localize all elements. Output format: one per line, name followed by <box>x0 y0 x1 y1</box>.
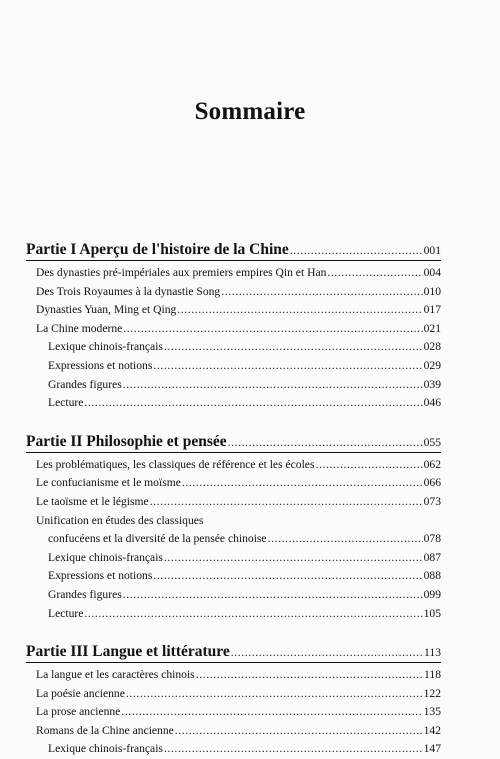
entry-title: Unification en études des classiques <box>36 513 204 527</box>
page-number: 004 <box>423 266 441 279</box>
entry-title: Des dynasties pré-impériales aux premiers empires Qin et Han <box>36 266 327 279</box>
dot-leader <box>126 685 423 704</box>
page-number: 001 <box>423 244 441 257</box>
toc-entry[interactable] <box>26 549 441 568</box>
dot-leader <box>268 530 423 549</box>
dot-leader <box>231 642 423 663</box>
page-number: 105 <box>423 606 441 620</box>
toc-entry[interactable] <box>26 474 441 493</box>
dot-leader <box>315 456 422 475</box>
toc-entry[interactable] <box>26 605 441 624</box>
entry-title: Grandes figures <box>48 377 122 391</box>
toc-entry[interactable] <box>26 493 441 512</box>
page-number: 113 <box>424 646 441 660</box>
toc-entry[interactable] <box>26 357 441 376</box>
page-number: 135 <box>423 705 441 719</box>
dot-leader <box>196 666 423 685</box>
page-number: 147 <box>423 742 441 756</box>
entry-title: Le confucianisme et le moïsme <box>36 476 181 490</box>
dot-leader <box>123 376 423 395</box>
dot-leader <box>121 703 422 722</box>
entry-title: Lecture <box>48 606 84 620</box>
page-number: 017 <box>423 303 441 317</box>
toc-entry[interactable] <box>26 685 441 704</box>
part-title: Partie I Aperçu de l'histoire de la Chine <box>26 241 289 258</box>
dot-leader <box>221 283 422 302</box>
page-number: 142 <box>423 723 441 737</box>
section-rule <box>26 662 441 663</box>
dot-leader <box>123 320 422 339</box>
toc-entry[interactable] <box>26 320 441 339</box>
entry-title: La poésie ancienne <box>36 686 125 700</box>
dot-leader <box>290 240 423 261</box>
entry-title: Des Trois Royaumes à la dynastie Song <box>36 284 221 298</box>
entry-title: Lexique chinois-français <box>48 340 163 354</box>
page-number: 118 <box>424 668 441 682</box>
toc-entry[interactable] <box>26 283 441 302</box>
toc-entry[interactable] <box>26 338 441 357</box>
entry-title: Lecture <box>48 396 84 410</box>
section-rule <box>26 452 441 453</box>
entry-title: Dynasties Yuan, Ming et Qing <box>36 303 177 317</box>
toc-entry[interactable] <box>26 722 441 741</box>
toc-entry[interactable] <box>26 376 441 395</box>
toc-entry[interactable] <box>26 740 441 759</box>
toc-entry[interactable] <box>26 456 441 475</box>
section-rule <box>26 260 441 261</box>
entry-title: La Chine moderne <box>36 321 123 335</box>
toc-entry[interactable] <box>26 586 441 605</box>
entry-title: Le taoïsme et le légisme <box>36 494 149 508</box>
toc-entry[interactable] <box>26 530 441 549</box>
page-number: 029 <box>423 358 441 372</box>
page-title: Sommaire <box>194 98 306 125</box>
toc-entry[interactable] <box>26 567 441 586</box>
dot-leader <box>123 586 423 605</box>
toc-entry[interactable] <box>26 301 441 320</box>
toc-entry-continued[interactable] <box>26 512 441 531</box>
entry-title: Les problématiques, les classiques de référence et les écoles <box>36 457 315 471</box>
page-number: 099 <box>423 587 441 601</box>
entry-title: Expressions et notions <box>48 569 153 583</box>
dot-leader <box>228 432 423 453</box>
dot-leader <box>84 394 422 413</box>
toc-entry[interactable] <box>26 264 441 283</box>
dot-leader <box>164 549 423 568</box>
entry-title: La langue et les caractères chinois <box>36 668 195 682</box>
table-of-contents <box>26 240 441 759</box>
dot-leader <box>327 264 422 283</box>
dot-leader <box>153 357 422 376</box>
page-number: 078 <box>423 532 441 546</box>
entry-title: Grandes figures <box>48 587 122 601</box>
page-number: 046 <box>423 396 441 410</box>
entry-title: Lexique chinois-français <box>48 742 163 756</box>
entry-title: Expressions et notions <box>48 358 153 372</box>
dot-leader <box>150 493 423 512</box>
dot-leader <box>177 301 422 320</box>
page-number: 021 <box>423 321 441 335</box>
dot-leader <box>164 740 423 759</box>
part-heading[interactable] <box>26 432 441 453</box>
part-title: Partie III Langue et littérature <box>26 643 230 661</box>
page-number: 039 <box>423 377 441 391</box>
page-number: 028 <box>423 340 441 354</box>
entry-title: Lexique chinois-français <box>48 550 163 564</box>
page-number: 122 <box>423 686 441 700</box>
page-number: 087 <box>423 550 441 564</box>
page-number: 062 <box>423 457 441 471</box>
part-heading[interactable] <box>26 642 441 663</box>
dot-leader <box>182 474 423 493</box>
dot-leader <box>84 605 422 624</box>
page-number: 010 <box>423 284 441 298</box>
page-number: 066 <box>423 476 441 490</box>
toc-entry[interactable] <box>26 703 441 722</box>
dot-leader <box>164 338 423 357</box>
dot-leader <box>153 567 422 586</box>
entry-title: La prose ancienne <box>36 705 121 719</box>
page-number: 073 <box>423 494 441 508</box>
part-heading[interactable] <box>26 240 441 261</box>
page-number: 055 <box>423 435 441 449</box>
page-number: 088 <box>423 569 441 583</box>
entry-title: confucéens et la diversité de la pensée chinoise <box>48 532 267 546</box>
dot-leader <box>175 722 423 741</box>
toc-entry[interactable] <box>26 394 441 413</box>
part-title: Partie II Philosophie et pensée <box>26 432 227 450</box>
toc-entry[interactable] <box>26 666 441 685</box>
entry-title: Romans de la Chine ancienne <box>36 723 174 737</box>
